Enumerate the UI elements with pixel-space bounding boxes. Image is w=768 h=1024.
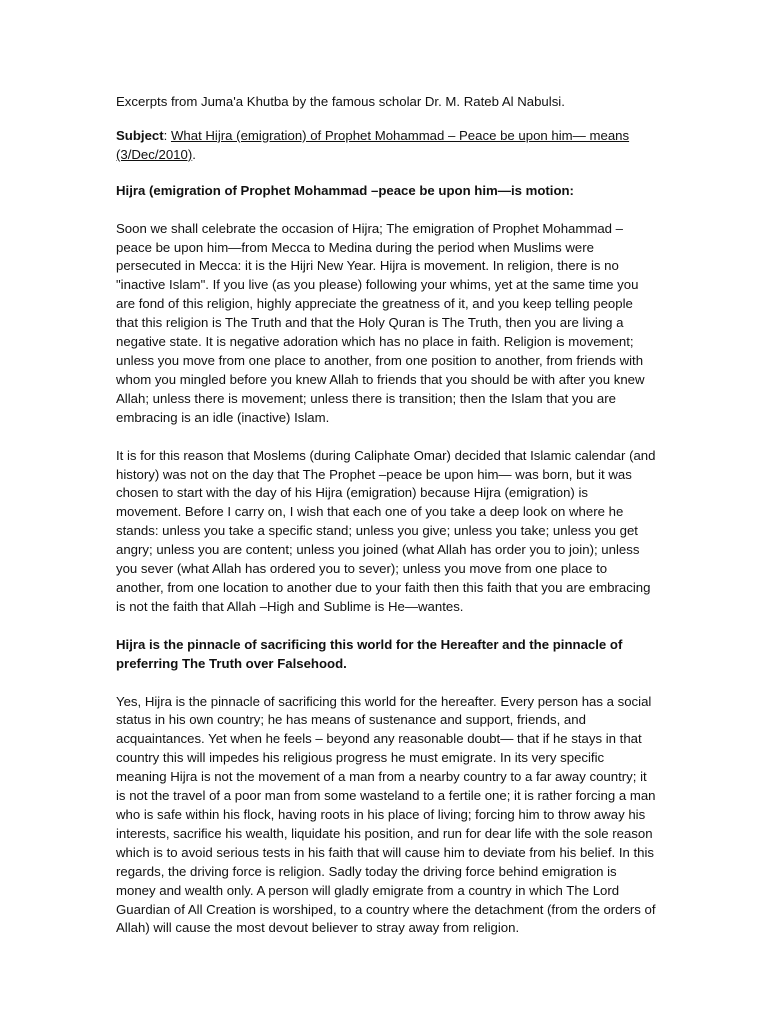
subject-label: Subject bbox=[116, 127, 164, 143]
section-heading-pinnacle: Hijra is the pinnacle of sacrificing this world for the Hereafter and the pinnacle of preferring The Truth over Falsehood. bbox=[116, 636, 623, 671]
subject-link[interactable]: What Hijra (emigration) of Prophet Mohammad – Peace be upon him— means (3/Dec/2010) bbox=[116, 127, 630, 162]
subject-separator: : bbox=[163, 127, 171, 143]
intro-line: Excerpts from Juma'a Khutba by the famous scholar Dr. M. Rateb Al Nabulsi. bbox=[116, 94, 565, 109]
paragraph-hijra-new-year: Soon we shall celebrate the occasion of Hijra; The emigration of Prophet Mohammad –peace be upon him—from Mecca to Medina during the period when Muslims were persecuted in Mecca: it is the Hijri New Year. Hijra is movement. In religion, there is no "inactive Islam". If you live (as you please) following your whims, yet at the same time you are fond of this religion, highly appreciate the greatness of it, and you keep telling people that this religion is The Truth and that the Holy Quran is The Truth, then you are living a negative state. It is negative adoration which has no place in faith. Religion is movement; unless you move from one place to another, from one position to another, from friends with whom you mingled before you knew Allah to friends that you should be with after you knew Allah; unless there is movement; unless there is transition; then the Islam that you are embracing is an idle (inactive) Islam. bbox=[116, 220, 645, 425]
subject-trailing: . bbox=[192, 146, 196, 162]
paragraph-islamic-calendar: It is for this reason that Moslems (during Caliphate Omar) decided that Islamic calendar (and history) was not on the day that The Prophet –peace be upon him— was born, but it was chosen to start with the day of his Hijra (emigration) because Hijra (emigration) is movement. Before I carry on, I wish that each one of you take a deep look on where he stands: unless you take a specific stand; unless you give; unless you take; unless you get angry; unless you are content; unless you joined (what Allah has order you to join); unless you sever (what Allah has ordered you to sever); unless you move from one place to another, from one location to another due to your faith then this faith that you are embracing is not the faith that Allah –High and Sublime is He—wantes. bbox=[116, 447, 656, 614]
section-heading-motion: Hijra (emigration of Prophet Mohammad –peace be upon him—is motion: bbox=[116, 182, 574, 198]
paragraph-sacrifice: Yes, Hijra is the pinnacle of sacrificing this world for the hereafter. Every person has a social status in his own country; he has means of sustenance and support, friends, and acquaintances. Yet when he feels – beyond any reasonable doubt— that if he stays in that country this will impedes his religious progress he must emigrate. In its very specific meaning Hijra is not the movement of a man from a nearby country to a far away country; it is not the travel of a poor man from some wasteland to a fertile one; it is rather forcing a man who is safe within his flock, having roots in his place of living; forcing him to throw away his interests, sacrifice his wealth, liquidate his position, and run for dear life with the sole reason which is to avoid serious tests in his faith that will cause him to deviate from his belief. In this regards, the driving force is religion. Sadly today the driving force behind emigration is money and wealth only. A person will gladly emigrate from a country in which The Lord Guardian of All Creation is worshiped, to a country where the detachment (from the orders of Allah) will cause the most devout believer to stray away from religion. bbox=[116, 693, 656, 936]
document-page bbox=[116, 93, 656, 957]
subject-line bbox=[116, 127, 656, 165]
